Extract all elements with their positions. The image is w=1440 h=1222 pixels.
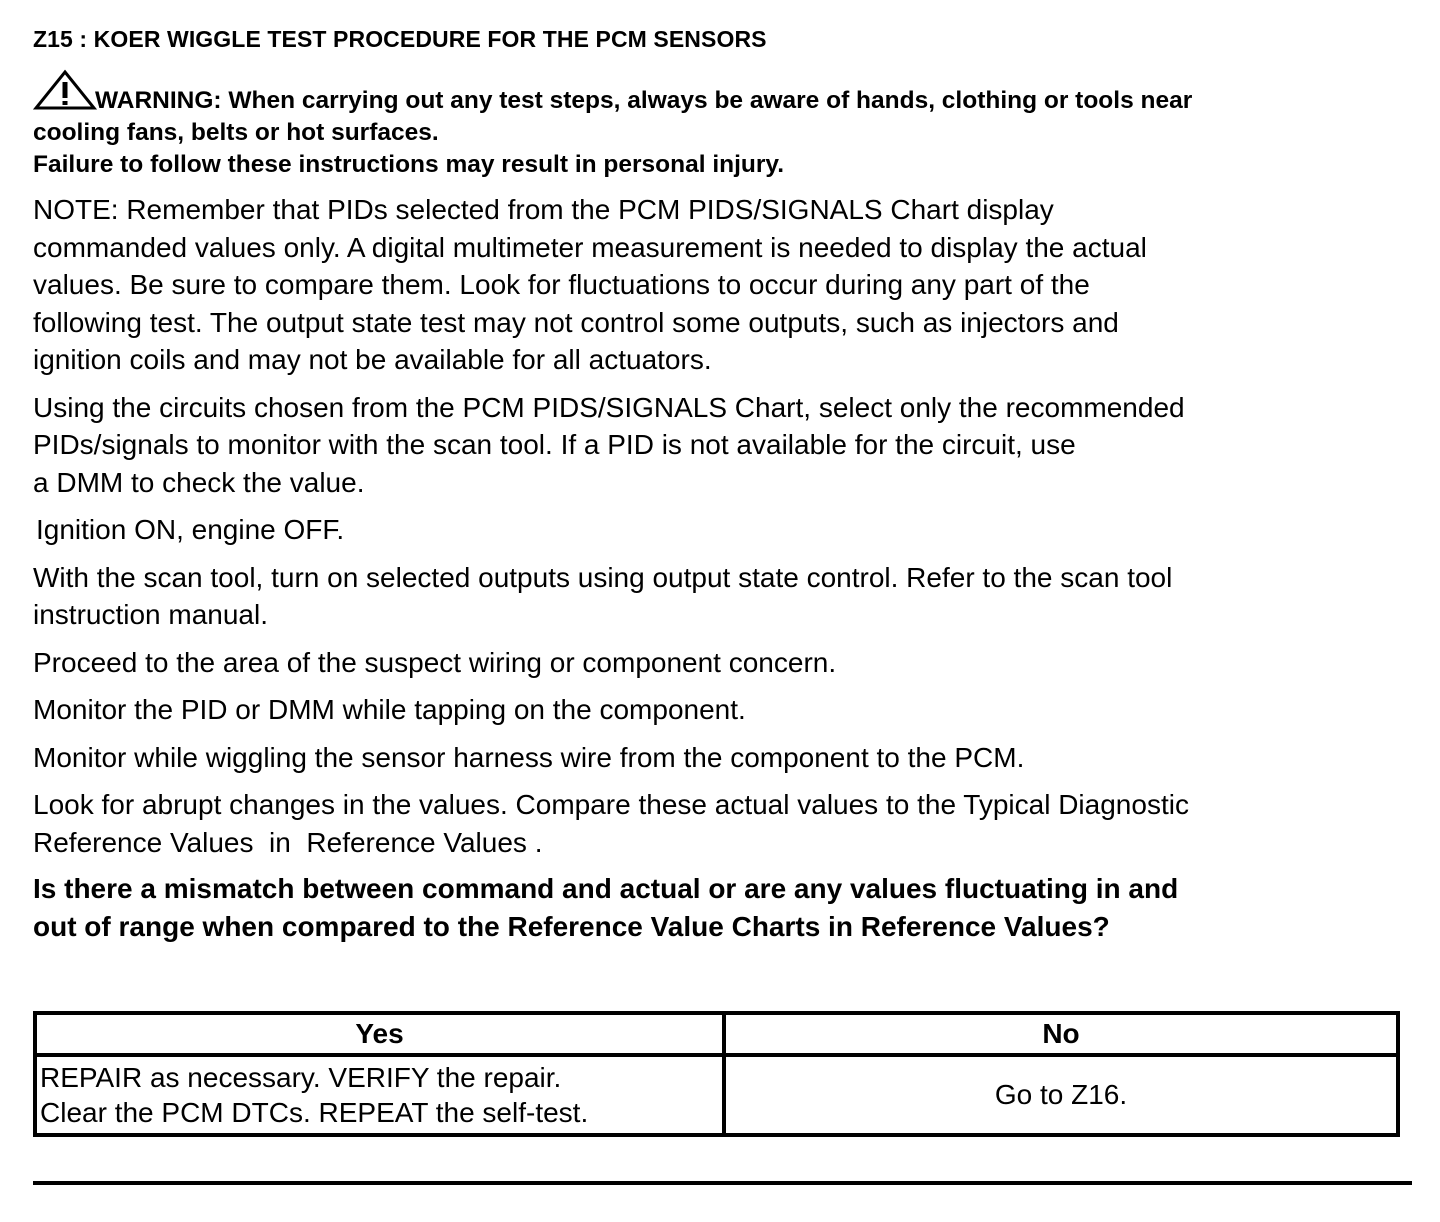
warning-block xyxy=(33,68,1418,181)
warning-triangle-icon xyxy=(33,68,97,112)
question-line: out of range when compared to the Reference Value Charts in Reference Values? xyxy=(33,910,1110,942)
warning-line-3: Failure to follow these instructions may result in personal injury. xyxy=(33,151,785,178)
procedure-heading: Z15 : KOER WIGGLE TEST PROCEDURE FOR THE PCM SENSORS xyxy=(33,26,767,52)
step-ignition: Ignition ON, engine OFF. xyxy=(36,514,345,545)
step-wiggle: Monitor while wiggling the sensor harness wire from the component to the PCM. xyxy=(33,741,1025,773)
step-line: Reference Values in Reference Values . xyxy=(33,826,543,858)
note-line: NOTE: Remember that PIDs selected from the PCM PIDS/SIGNALS Chart display xyxy=(33,194,1054,225)
step-tap: Monitor the PID or DMM while tapping on the component. xyxy=(33,694,746,725)
step-line: PIDs/signals to monitor with the scan tool. If a PID is not available for the circuit, use xyxy=(33,429,1076,460)
note-paragraph xyxy=(33,191,1418,379)
step-line: With the scan tool, turn on selected outputs using output state control. Refer to the scan tool xyxy=(33,561,1173,593)
note-line: following test. The output state test may not control some outputs, such as injectors and xyxy=(33,306,1119,338)
step-line: a DMM to check the value. xyxy=(33,466,365,498)
yes-action-cell xyxy=(35,1055,724,1135)
step-output-state xyxy=(33,559,1418,634)
step-line: Using the circuits chosen from the PCM PIDS/SIGNALS Chart, select only the recommended xyxy=(33,391,1185,423)
yes-header: Yes xyxy=(35,1013,724,1055)
step-line: Look for abrupt changes in the values. Compare these actual values to the Typical Diagnostic xyxy=(33,789,1189,820)
decision-table xyxy=(33,1011,1400,1137)
step-select-pids xyxy=(33,389,1418,502)
note-line: ignition coils and may not be available for all actuators. xyxy=(33,344,712,375)
note-line: values. Be sure to compare them. Look for fluctuations to occur during any part of the xyxy=(33,269,1090,300)
step-compare xyxy=(33,786,1418,861)
no-header: No xyxy=(724,1013,1398,1055)
step-proceed: Proceed to the area of the suspect wiring or component concern. xyxy=(33,646,837,678)
procedure-page xyxy=(33,24,1418,945)
question-line: Is there a mismatch between command and actual or are any values fluctuating in and xyxy=(33,873,1179,904)
warning-line-2: cooling fans, belts or hot surfaces. xyxy=(33,119,439,146)
yes-action-line: Clear the PCM DTCs. REPEAT the self-test. xyxy=(40,1097,589,1128)
decision-question xyxy=(33,870,1418,945)
yes-action-line: REPAIR as necessary. VERIFY the repair. xyxy=(40,1062,562,1093)
step-line: instruction manual. xyxy=(33,599,269,630)
note-line: commanded values only. A digital multimeter measurement is needed to display the actual xyxy=(33,231,1147,263)
warning-line-1: WARNING: When carrying out any test steps, always be aware of hands, clothing or tools near xyxy=(95,87,1193,114)
bottom-divider xyxy=(33,1181,1412,1185)
no-action-cell: Go to Z16. xyxy=(724,1055,1398,1135)
